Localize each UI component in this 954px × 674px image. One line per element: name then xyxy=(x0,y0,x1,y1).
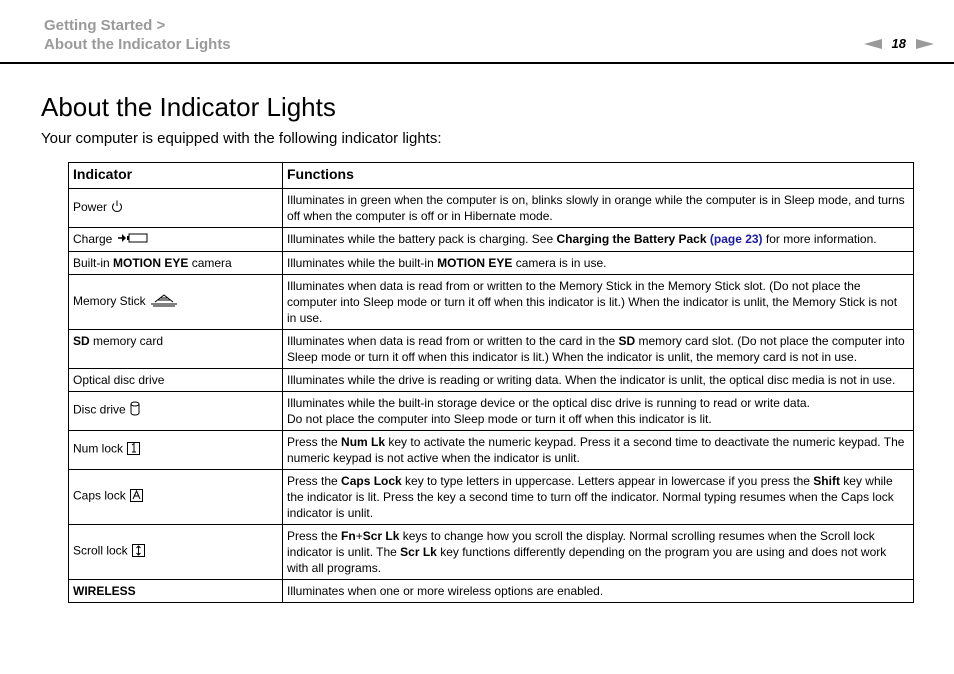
breadcrumb-parent[interactable]: Getting Started > xyxy=(44,17,166,34)
table-header-row xyxy=(69,163,914,189)
function-text: key while the indicator is lit. Press the key a second time to turn off the indicator. Normal typing resumes when the Caps lock indicator is unlit. xyxy=(287,473,894,520)
num-lock-icon xyxy=(127,440,140,459)
function-text-bold: MOTION EYE xyxy=(437,255,513,270)
indicator-cell xyxy=(69,430,283,469)
table-row xyxy=(69,391,914,430)
indicator-cell xyxy=(69,274,283,329)
function-cell xyxy=(283,430,914,469)
table-row xyxy=(69,469,914,524)
table-row xyxy=(69,329,914,368)
function-text: camera is in use. xyxy=(512,255,607,270)
function-cell xyxy=(283,368,914,391)
table-row xyxy=(69,368,914,391)
function-text: Illuminates while the drive is reading or writing data. When the indicator is unlit, the optical disc media is not in use. xyxy=(287,372,896,387)
function-text-bold: Num Lk xyxy=(341,434,386,449)
function-text: Press the xyxy=(287,528,342,543)
indicator-cell xyxy=(69,251,283,274)
function-text: Illuminates while the battery pack is charging. See xyxy=(287,232,557,246)
function-text: Illuminates when data is read from or written to the card in the xyxy=(287,333,619,348)
indicator-label: Power xyxy=(73,200,108,215)
indicator-cell xyxy=(69,368,283,391)
function-text: key functions differently depending on the program you are using and does not work with all programs. xyxy=(287,544,887,575)
table-body xyxy=(69,189,914,603)
function-text: Press the xyxy=(287,434,342,449)
indicator-label: Charge xyxy=(73,232,113,246)
function-text-bold: Fn xyxy=(341,528,356,543)
intro-text: Your computer is equipped with the following indicator lights: xyxy=(41,130,442,147)
function-text-bold: Shift xyxy=(813,473,840,488)
function-cell xyxy=(283,329,914,368)
indicator-cell xyxy=(69,329,283,368)
function-text: Illuminates when data is read from or written to the Memory Stick in the Memory Stick slot. (Do not place the computer into Sleep mode or turn it off when this indicator is lit.) When the indicator is unlit, the Memory Stick is not in use. xyxy=(287,278,898,325)
page-number: 18 xyxy=(891,36,906,51)
table-row xyxy=(69,524,914,579)
function-text: Illuminates while the built-in storage device or the optical disc drive is running to read or write data. xyxy=(287,395,810,410)
page-navigation xyxy=(864,36,934,51)
table-row xyxy=(69,579,914,602)
indicator-label-bold: SD xyxy=(73,333,90,348)
indicator-label-suffix: memory card xyxy=(89,333,164,348)
indicator-cell xyxy=(69,189,283,228)
breadcrumb xyxy=(44,16,231,54)
function-text: memory card slot. (Do not place the computer into Sleep mode or turn it off when this indicator is lit.) When the indicator is unlit, the memory card is not in use. xyxy=(287,333,905,364)
header-rule xyxy=(0,62,954,64)
indicator-label: Caps lock xyxy=(73,489,126,503)
function-cell xyxy=(283,228,914,252)
table-row xyxy=(69,430,914,469)
indicator-cell xyxy=(69,579,283,602)
caps-lock-icon xyxy=(130,487,143,506)
indicator-label-suffix: camera xyxy=(188,255,232,270)
table-row xyxy=(69,189,914,228)
indicator-label: Built-in xyxy=(73,255,114,270)
function-cell xyxy=(283,579,914,602)
function-cell xyxy=(283,274,914,329)
charge-icon xyxy=(116,232,150,248)
function-text: for more information. xyxy=(762,232,877,246)
indicator-label-bold: MOTION EYE xyxy=(113,255,189,270)
scroll-lock-icon xyxy=(132,542,145,561)
power-icon xyxy=(111,200,123,217)
indicator-label: Memory Stick xyxy=(73,294,146,308)
indicator-label-bold: WIRELESS xyxy=(73,583,136,598)
table-row xyxy=(69,251,914,274)
function-text-bold: Caps Lock xyxy=(341,473,402,488)
function-text: keys to change how you scroll the display. Normal scrolling resumes when the Scroll lock indicator is unlit. The xyxy=(287,528,875,559)
breadcrumb-current[interactable]: About the Indicator Lights xyxy=(44,36,231,53)
header-indicator: Indicator xyxy=(69,163,283,189)
function-text-bold: Scr Lk xyxy=(400,544,437,559)
function-cell xyxy=(283,251,914,274)
indicator-label: Optical disc drive xyxy=(73,372,165,387)
function-text: + xyxy=(355,528,363,543)
function-text: Illuminates in green when the computer is on, blinks slowly in orange while the computer is in Sleep mode, and turns off when the computer is off or in Hibernate mode. xyxy=(287,193,905,223)
memory-stick-icon xyxy=(150,293,178,311)
function-cell xyxy=(283,189,914,228)
table-row xyxy=(69,274,914,329)
function-text-bold: Scr Lk xyxy=(362,528,400,543)
header-functions: Functions xyxy=(283,163,914,189)
function-text-bold: SD xyxy=(618,333,636,348)
indicator-table xyxy=(68,162,914,603)
function-text: Illuminates when one or more wireless options are enabled. xyxy=(287,583,604,598)
indicator-cell xyxy=(69,228,283,252)
function-text: Press the xyxy=(287,473,342,488)
indicator-label: Num lock xyxy=(73,442,124,456)
previous-page-arrow-icon[interactable] xyxy=(864,39,882,49)
function-text: key to type letters in uppercase. Letters appear in lowercase if you press the xyxy=(401,473,814,488)
function-text: Illuminates while the built-in xyxy=(287,255,438,270)
indicator-cell xyxy=(69,524,283,579)
function-cell xyxy=(283,469,914,524)
function-cell xyxy=(283,524,914,579)
next-page-arrow-icon[interactable] xyxy=(916,39,934,49)
function-cell xyxy=(283,391,914,430)
indicator-label: Scroll lock xyxy=(73,544,128,558)
table-row xyxy=(69,228,914,252)
function-text: Do not place the computer into Sleep mode or turn it off when this indicator is lit. xyxy=(287,411,712,426)
disc-drive-icon xyxy=(130,401,140,420)
function-text: key to activate the numeric keypad. Press it a second time to deactivate the numeric keypad. The numeric keypad is not active when the indicator is unlit. xyxy=(287,434,905,465)
page-link[interactable]: (page 23) xyxy=(709,232,763,246)
function-text-bold: Charging the Battery Pack xyxy=(556,232,707,246)
indicator-cell xyxy=(69,391,283,430)
indicator-cell xyxy=(69,469,283,524)
indicator-label: Disc drive xyxy=(73,403,126,417)
page-title: About the Indicator Lights xyxy=(41,92,336,122)
